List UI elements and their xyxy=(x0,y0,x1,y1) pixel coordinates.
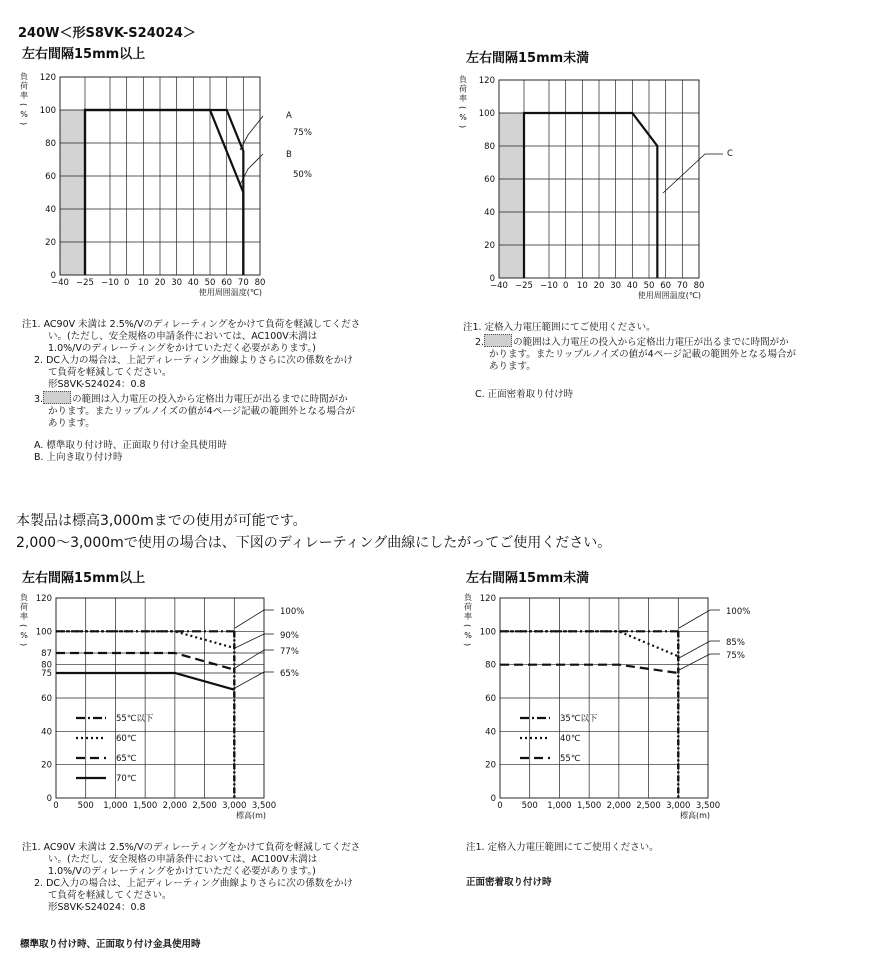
y-axis-label-char: ) xyxy=(463,642,472,647)
x-tick-label: 2,000 xyxy=(606,801,632,811)
y-tick-label: 80 xyxy=(41,660,52,671)
y-tick-label: 80 xyxy=(485,660,496,671)
y-axis-label-char: 率 xyxy=(20,612,28,621)
x-tick-label: 2,500 xyxy=(636,801,661,811)
x-tick-label: 50 xyxy=(204,278,216,288)
note-text: の範囲は入力電圧の投入から定格出力電圧が出るまでに時間がか xyxy=(72,394,348,405)
legend-label: 55℃ xyxy=(560,754,581,764)
annotation-label: C xyxy=(727,149,733,159)
y-tick-label: 120 xyxy=(478,76,495,86)
mount-b-note: B. 上向き取り付け時 xyxy=(34,452,123,463)
y-tick-label: 40 xyxy=(484,208,495,218)
legend-label: 35℃以下 xyxy=(560,714,598,724)
x-axis-label: 標高(m) xyxy=(235,811,266,820)
y-tick-label: 0 xyxy=(490,794,496,804)
x-tick-label: −10 xyxy=(101,278,119,288)
note-line: 注1. 定格入力電圧範囲にてご使用ください。 xyxy=(466,842,659,853)
model-heading: 240W＜形S8VK-S24024＞ xyxy=(18,26,196,41)
y-axis-label-char: 負 xyxy=(464,593,472,602)
annotation-label: 77% xyxy=(280,647,299,657)
note-line: て負荷を軽減してください。 xyxy=(48,367,172,378)
y-tick-label: 80 xyxy=(45,139,56,149)
annotation-leader xyxy=(679,610,720,628)
y-tick-label: 20 xyxy=(41,760,52,771)
y-axis-label-char: % xyxy=(20,110,28,119)
x-tick-label: 10 xyxy=(137,278,149,288)
x-tick-label: 20 xyxy=(593,281,605,291)
annotation-leader xyxy=(679,654,720,670)
annotation-label: 100% xyxy=(280,607,305,617)
shaded-region xyxy=(499,113,524,278)
notes-bottom-left xyxy=(22,842,360,914)
legend-label: 40℃ xyxy=(560,734,581,744)
y-tick-label: 120 xyxy=(39,73,56,83)
x-tick-label: 0 xyxy=(53,801,59,811)
shaded-range-swatch xyxy=(43,391,71,404)
x-tick-label: 1,500 xyxy=(132,801,158,811)
annotation-label: 90% xyxy=(280,631,299,641)
x-tick-label: 50 xyxy=(643,281,655,291)
note-line: 形S8VK-S24024：0.8 xyxy=(48,379,146,390)
chart-title-bottom-right: 左右間隔15mm未満 xyxy=(466,571,590,586)
annotation-label: 85% xyxy=(726,638,745,648)
annotation-label: B xyxy=(286,150,292,160)
x-axis-label: 使用周囲温度(℃) xyxy=(198,288,262,297)
y-tick-label: 60 xyxy=(485,694,496,704)
y-tick-label: 100 xyxy=(35,627,52,638)
x-tick-label: −25 xyxy=(515,281,533,291)
note-line: 形S8VK-S24024：0.8 xyxy=(48,902,146,913)
y-tick-label: 80 xyxy=(484,142,495,152)
x-tick-label: 3,500 xyxy=(695,801,721,811)
shaded-region xyxy=(60,110,85,275)
chart-title-bottom-left: 左右間隔15mm以上 xyxy=(22,571,146,586)
y-tick-label: 20 xyxy=(485,760,496,771)
annotation-label: 75% xyxy=(293,128,312,138)
note-line: かります。またリップルノイズの値が4ページ記載の範囲外となる場合が xyxy=(489,349,797,360)
x-tick-label: −25 xyxy=(76,278,94,288)
y-tick-label: 60 xyxy=(484,175,495,185)
annotation-label: 65% xyxy=(280,669,299,679)
note-line: 注1. AC90V 未満は 2.5%/Vのディレーティングをかけて負荷を軽減してくださ xyxy=(22,842,361,853)
x-tick-label: 40 xyxy=(187,278,199,288)
chart-title-top-right: 左右間隔15mm未満 xyxy=(466,51,590,66)
x-tick-label: 1,500 xyxy=(576,801,602,811)
y-axis-label-char: ( xyxy=(19,102,28,107)
y-tick-label: 0 xyxy=(50,271,56,281)
annotation-leader xyxy=(235,610,274,628)
x-tick-label: 3,000 xyxy=(222,801,247,811)
y-axis-label-char: ) xyxy=(458,124,467,129)
mount-note-bottom-right: 正面密着取り付け時 xyxy=(466,877,552,888)
chart-temperature-15mm-or-more xyxy=(16,65,316,310)
x-axis-label: 使用周囲温度(℃) xyxy=(637,291,701,300)
legend-label: 70℃ xyxy=(116,774,137,784)
shaded-range-swatch xyxy=(484,334,512,347)
legend-label: 65℃ xyxy=(116,754,137,764)
x-tick-label: 2,000 xyxy=(162,801,188,811)
annotation-label: 50% xyxy=(293,170,312,180)
note-text: の範囲は入力電圧の投入から定格出力電圧が出るまでに時間がか xyxy=(513,337,789,348)
y-tick-label: 20 xyxy=(484,241,495,251)
note-line: 1.0%/Vのディレーティングをかけていただく必要があります。) xyxy=(48,866,316,877)
y-axis-label-char: ) xyxy=(19,642,28,647)
y-axis-label-char: % xyxy=(464,631,472,640)
y-tick-label: 87 xyxy=(41,649,52,659)
y-tick-label: 100 xyxy=(478,109,495,119)
x-axis-label: 標高(m) xyxy=(679,811,710,820)
x-tick-label: −40 xyxy=(490,281,508,291)
y-tick-label: 120 xyxy=(479,594,496,604)
x-tick-label: 3,500 xyxy=(251,801,277,811)
annotation-label: 100% xyxy=(726,607,751,617)
x-tick-label: 1,000 xyxy=(547,801,572,811)
y-tick-label: 20 xyxy=(45,238,56,248)
y-tick-label: 120 xyxy=(35,594,52,604)
x-tick-label: 70 xyxy=(237,278,249,288)
series-line xyxy=(524,113,657,278)
mount-a-note: A. 標準取り付け時、正面取り付け金具使用時 xyxy=(34,440,227,451)
y-tick-label: 40 xyxy=(41,727,52,738)
note-line: 2. DC入力の場合は、上記ディレーティング曲線よりさらに次の係数をかけ xyxy=(34,355,353,366)
x-tick-label: 60 xyxy=(660,281,672,291)
note-line: 注1. 定格入力電圧範囲にてご使用ください。 xyxy=(463,322,656,333)
note-line: 注1. AC90V 未満は 2.5%/Vのディレーティングをかけて負荷を軽減してくださ xyxy=(22,319,361,330)
y-axis-label-char: ( xyxy=(463,623,472,628)
note-line: い。(ただし、安全規格の申請条件においては、AC100V未満は xyxy=(48,331,318,342)
y-axis-label-char: ) xyxy=(19,121,28,126)
note-line xyxy=(463,334,796,349)
note-number: 2. xyxy=(475,337,485,348)
y-tick-label: 100 xyxy=(479,627,496,638)
note-line: あります。 xyxy=(489,361,536,372)
x-tick-label: 20 xyxy=(154,278,166,288)
x-tick-label: 40 xyxy=(626,281,638,291)
altitude-text-2: 2,000～3,000mで使用の場合は、下図のディレーティング曲線にしたがってご使用ください。 xyxy=(16,535,612,551)
y-axis-label-char: 率 xyxy=(459,94,467,103)
y-axis-label-char: 負 xyxy=(459,75,467,84)
note-line: かります。またリップルノイズの値が4ページ記載の範囲外となる場合が xyxy=(48,406,356,417)
y-axis-label-char: 荷 xyxy=(20,81,28,91)
x-tick-label: 500 xyxy=(77,801,94,811)
note-line: 2. DC入力の場合は、上記ディレーティング曲線よりさらに次の係数をかけ xyxy=(34,878,353,889)
annotation-leader xyxy=(679,641,720,658)
y-axis-label-char: 率 xyxy=(464,612,472,621)
altitude-text-1: 本製品は標高3,000mまでの使用が可能です。 xyxy=(16,513,307,529)
mount-note-bottom-left: 標準取り付け時、正面取り付け金具使用時 xyxy=(20,939,201,950)
x-tick-label: 500 xyxy=(521,801,538,811)
y-tick-label: 75 xyxy=(41,669,52,679)
legend-label: 55℃以下 xyxy=(116,714,154,724)
y-axis-label-char: 負 xyxy=(20,72,28,81)
y-tick-label: 100 xyxy=(39,106,56,116)
annotation-leader xyxy=(235,634,274,648)
annotation-leader xyxy=(663,154,723,193)
mount-c-note: C. 正面密着取り付け時 xyxy=(475,389,574,400)
x-tick-label: −40 xyxy=(51,278,69,288)
x-tick-label: 60 xyxy=(221,278,233,288)
y-axis-label-char: ( xyxy=(458,105,467,110)
x-tick-label: 70 xyxy=(676,281,688,291)
annotation-label: A xyxy=(286,111,292,121)
note-line: て負荷を軽減してください。 xyxy=(48,890,172,901)
x-tick-label: 30 xyxy=(171,278,183,288)
annotation-leader xyxy=(235,672,274,688)
x-tick-label: 0 xyxy=(497,801,503,811)
series-line xyxy=(85,110,243,275)
y-tick-label: 60 xyxy=(41,694,52,704)
x-tick-label: 30 xyxy=(610,281,622,291)
y-tick-label: 0 xyxy=(46,794,52,804)
chart-altitude-15mm-or-more xyxy=(16,588,316,828)
y-axis-label-char: 率 xyxy=(20,91,28,100)
y-axis-label-char: 荷 xyxy=(464,602,472,612)
y-axis-label-char: ( xyxy=(19,623,28,628)
x-tick-label: 2,500 xyxy=(192,801,217,811)
y-axis-label-char: 負 xyxy=(20,593,28,602)
note-number: 3. xyxy=(34,394,44,405)
note-line: あります。 xyxy=(48,418,95,429)
x-tick-label: 1,000 xyxy=(103,801,128,811)
note-line: 1.0%/Vのディレーティングをかけていただく必要があります。) xyxy=(48,343,316,354)
y-tick-label: 40 xyxy=(485,727,496,738)
chart-temperature-under-15mm xyxy=(455,68,755,313)
note-line: い。(ただし、安全規格の申請条件においては、AC100V未満は xyxy=(48,854,318,865)
y-tick-label: 60 xyxy=(45,172,56,182)
y-tick-label: 0 xyxy=(489,274,495,284)
y-axis-label-char: 荷 xyxy=(20,602,28,612)
notes-top-left xyxy=(22,319,360,464)
x-tick-label: −10 xyxy=(540,281,558,291)
chart-title-top-left: 左右間隔15mm以上 xyxy=(22,47,146,62)
chart-altitude-under-15mm xyxy=(460,588,760,828)
y-tick-label: 40 xyxy=(45,205,56,215)
notes-top-right xyxy=(463,322,796,401)
x-tick-label: 3,000 xyxy=(666,801,691,811)
note-line xyxy=(22,391,360,406)
y-axis-label-char: % xyxy=(20,631,28,640)
x-tick-label: 0 xyxy=(562,281,569,291)
x-tick-label: 0 xyxy=(123,278,130,288)
annotation-label: 75% xyxy=(726,651,745,661)
x-tick-label: 80 xyxy=(254,278,266,288)
x-tick-label: 10 xyxy=(576,281,588,291)
y-axis-label-char: 荷 xyxy=(459,84,467,94)
x-tick-label: 80 xyxy=(693,281,705,291)
legend-label: 60℃ xyxy=(116,734,137,744)
y-axis-label-char: % xyxy=(459,113,467,122)
notes-bottom-right xyxy=(466,842,659,854)
